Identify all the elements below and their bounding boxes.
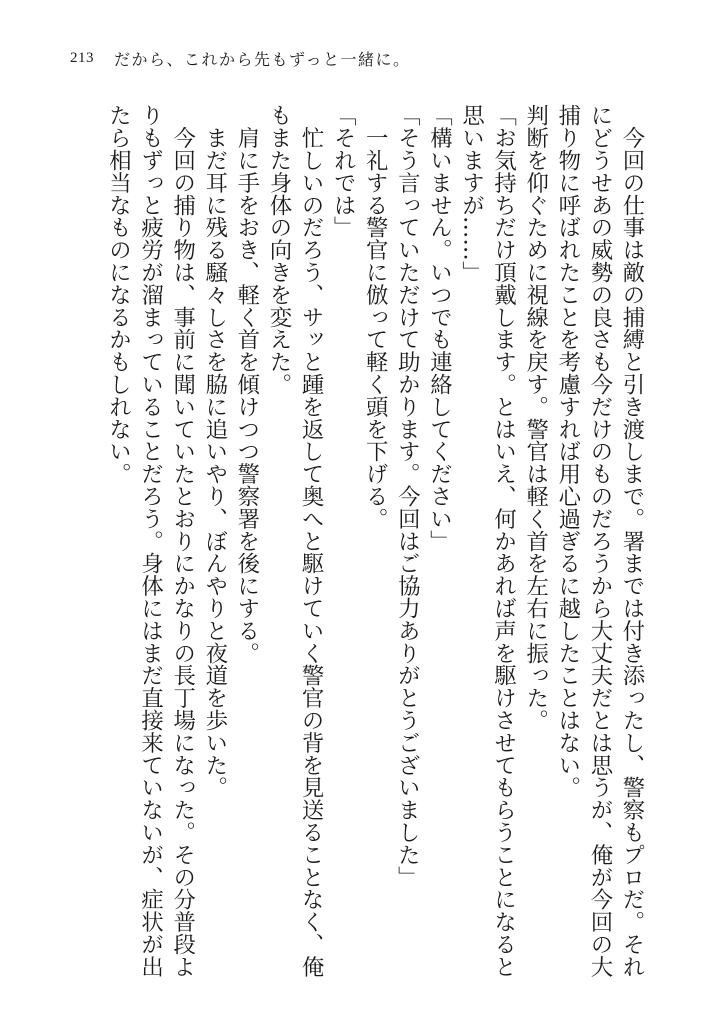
- paragraph-1: 今回の仕事は敵の捕縛と引き渡しまで。署までは付き添ったし、警察もプロだ。それにどうせあの威勢の良さも今だけのものだろうから大丈夫だとは思うが、俺が今回の大捕り物に呼ばれたことを考慮すれば用心過ぎるに越したことはない。: [554, 104, 645, 978]
- paragraph-7: 「それでは」: [330, 104, 357, 239]
- page-number: 213: [70, 49, 94, 66]
- paragraph-6: 一礼する警官に倣って軽く頭を下げる。: [362, 104, 389, 530]
- vertical-body-text: [102, 104, 648, 996]
- chapter-title: だから、これから先もずっと一緒に。: [114, 49, 411, 69]
- paragraph-5: 「そう言っていただけて助かります。今回はご協力ありがとうございました」: [394, 104, 421, 888]
- paragraph-2: 判断を仰ぐために視線を戻す。警官は軽く首を左右に振った。: [522, 104, 549, 732]
- paragraph-3: 「お気持ちだけ頂戴します。とはいえ、何かあれば声を駆けさせてもらうことになると思いますが……」: [458, 104, 517, 978]
- paragraph-4: 「構いません。いつでも連絡してください」: [426, 104, 453, 552]
- page-header: [70, 46, 411, 70]
- paragraph-10: まだ耳に残る騒々しさを脇に追いやり、ぼんやりと夜道を歩いた。: [201, 104, 228, 799]
- paragraph-11: 今回の捕り物は、事前に聞いていたとおりにかなりの長丁場になった。その分普段よりもずっと疲労が溜まっていることだろう。身体にはまだ直接来ていないが、症状が出たら相当なものになるかもしれない。: [105, 104, 196, 978]
- paragraph-8: 忙しいのだろう、サッと踵を返して奥へと駆けていく警官の背を見送ることなく、俺もまた身体の向きを変えた。: [265, 104, 325, 978]
- paragraph-9: 肩に手をおき、軽く首を傾けつつ警察署を後にする。: [233, 104, 260, 664]
